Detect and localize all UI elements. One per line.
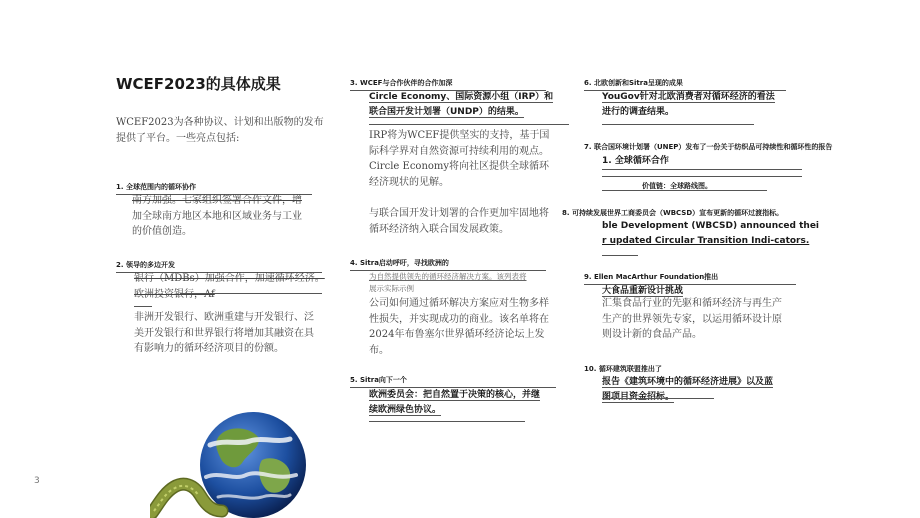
divider-line bbox=[602, 398, 714, 399]
section-5-sub-1: 欧洲委员会：把自然置于决策的核心，并继 bbox=[369, 390, 541, 400]
section-7-sub-2: 价值链：全球路线图。 bbox=[642, 182, 712, 190]
heading-4: 4. Sitra启动呼吁，寻找欧洲的 bbox=[350, 258, 546, 271]
section-4-body-2: 性损失，并实现成功的商业。该名单将在 bbox=[369, 313, 549, 325]
section-9-sub-1: 大食品重新设计挑战 bbox=[602, 286, 684, 296]
section-2-line-2: 欧洲投资银行，Af bbox=[134, 288, 215, 300]
page-title: WCEF2023的具体成果 bbox=[116, 75, 281, 93]
page-number: 3 bbox=[34, 476, 40, 486]
section-3-sub-1: Circle Economy、国际资源小组（IRP）和 bbox=[369, 92, 554, 102]
section-3-body-1: IRP将为WCEF提供坚实的支持，基于国 bbox=[369, 130, 550, 141]
globe-ocean bbox=[200, 412, 306, 518]
heading-7: 7. 联合国环境计划署（UNEP）发布了一份关于纺织品可持续性和循环性的报告 bbox=[584, 143, 833, 151]
earth-globe-icon bbox=[200, 412, 306, 518]
section-7-subtitle bbox=[602, 154, 802, 170]
section-9-body bbox=[602, 296, 807, 343]
section-2-body bbox=[134, 271, 339, 357]
section-4-note-1: 为自然提供领先的循环经济解决方案。该列表将 bbox=[369, 272, 527, 281]
section-6-sub-2: 进行的调查结果。 bbox=[602, 107, 675, 117]
section-3-body bbox=[369, 128, 569, 237]
divider-line bbox=[369, 421, 525, 422]
section-5-sub-2: 续欧洲绿色协议。 bbox=[369, 405, 442, 415]
section-3-subtitle bbox=[369, 90, 569, 120]
section-2-line-5: 有影响力的循环经济项目的份额。 bbox=[134, 343, 284, 354]
heading-6: 6. 北欧创新和Sitra呈现的成果 bbox=[584, 78, 786, 91]
divider-line bbox=[180, 293, 322, 294]
section-1-body bbox=[132, 193, 332, 240]
section-10-sub-2: 图项目资金招标。 bbox=[602, 392, 675, 402]
section-4-body bbox=[369, 296, 569, 358]
section-3-body-4: 经济现状的见解。 bbox=[369, 176, 449, 188]
section-10-sub-1: 报告《建筑环境中的循环经济进展》以及蓝 bbox=[602, 377, 774, 387]
section-2-line-1: 银行（MDBs）加强合作，加速循环经济。 bbox=[134, 273, 325, 284]
section-4-body-3: 2024年布鲁塞尔世界循环经济论坛上发 bbox=[369, 329, 545, 340]
section-1-line-2: 加全球南方地区本地和区域业务与工业 bbox=[132, 210, 302, 222]
section-3-sub-2: 联合国开发计划署（UNDP）的结果。 bbox=[369, 107, 524, 117]
heading-5: 5. Sitra向下一个 bbox=[350, 375, 556, 388]
divider-line bbox=[602, 124, 754, 125]
section-9-body-2: 生产的世界领先专家，以运用循环设计原 bbox=[602, 313, 782, 325]
section-3-body-5: 与联合国开发计划署的合作更加牢固地将 bbox=[369, 208, 549, 219]
heading-2: 2. 领导的多边开发 bbox=[116, 260, 322, 273]
section-3-body-3: Circle Economy将向社区提供全球循环 bbox=[369, 161, 550, 172]
heading-10: 10. 循环建筑联盟推出了 bbox=[584, 365, 662, 373]
section-4-body-1: 公司如何通过循环解决方案应对生物多样 bbox=[369, 298, 549, 309]
divider-line bbox=[369, 124, 569, 125]
divider-line bbox=[602, 255, 638, 256]
intro-text: WCEF2023为各种协议、计划和出版物的发布提供了平台。一些亮点包括: bbox=[116, 117, 324, 144]
heading-1: 1. 全球范围内的循环协作 bbox=[116, 182, 312, 195]
section-6-subtitle bbox=[602, 90, 812, 120]
section-8-sub-2: r updated Circular Transition Indi-cators. bbox=[602, 236, 810, 246]
divider-line bbox=[602, 176, 802, 177]
section-9-body-1: 汇集食品行业的先驱和循环经济与再生产 bbox=[602, 298, 782, 309]
section-4-body-4: 布。 bbox=[369, 344, 389, 356]
section-10-subtitle bbox=[602, 375, 802, 405]
section-4-note-2: 展示实际示例 bbox=[369, 284, 414, 293]
section-7-sub-1: 1. 全球循环合作 bbox=[602, 154, 802, 170]
divider-line bbox=[134, 306, 152, 307]
section-3-body-2: 际科学界对自然资源可持续利用的观点。 bbox=[369, 145, 549, 157]
section-8-sub-1: ble Development (WBCSD) announced thei bbox=[602, 221, 820, 231]
illustration bbox=[150, 405, 330, 518]
section-9-body-3: 则设计新的食品产品。 bbox=[602, 329, 702, 340]
section-5-subtitle bbox=[369, 388, 569, 418]
divider-line bbox=[602, 190, 767, 191]
section-4-note bbox=[369, 271, 569, 295]
heading-3: 3. WCEF与合作伙伴的合作加深 bbox=[350, 78, 546, 91]
heading-9: 9. Ellen MacArthur Foundation推出 bbox=[584, 272, 796, 285]
section-6-sub-1: YouGov针对北欧消费者对循环经济的看法 bbox=[602, 92, 775, 102]
section-2-line-3: 非洲开发银行、欧洲重建与开发银行、泛 bbox=[134, 312, 314, 323]
section-3-body-6: 循环经济纳入联合国发展政策。 bbox=[369, 223, 509, 235]
section-2-line-4: 美开发银行和世界银行将增加其融资在具 bbox=[134, 327, 314, 339]
heading-8: 8. 可持续发展世界工商委员会（WBCSD）宣布更新的循环过渡指标。 bbox=[562, 209, 784, 217]
section-8-subtitle bbox=[602, 219, 820, 249]
section-1-line-3: 的价值创造。 bbox=[132, 226, 192, 237]
section-1-line-1: 南方加强。七家组织签署合作文件，增 bbox=[132, 195, 302, 206]
